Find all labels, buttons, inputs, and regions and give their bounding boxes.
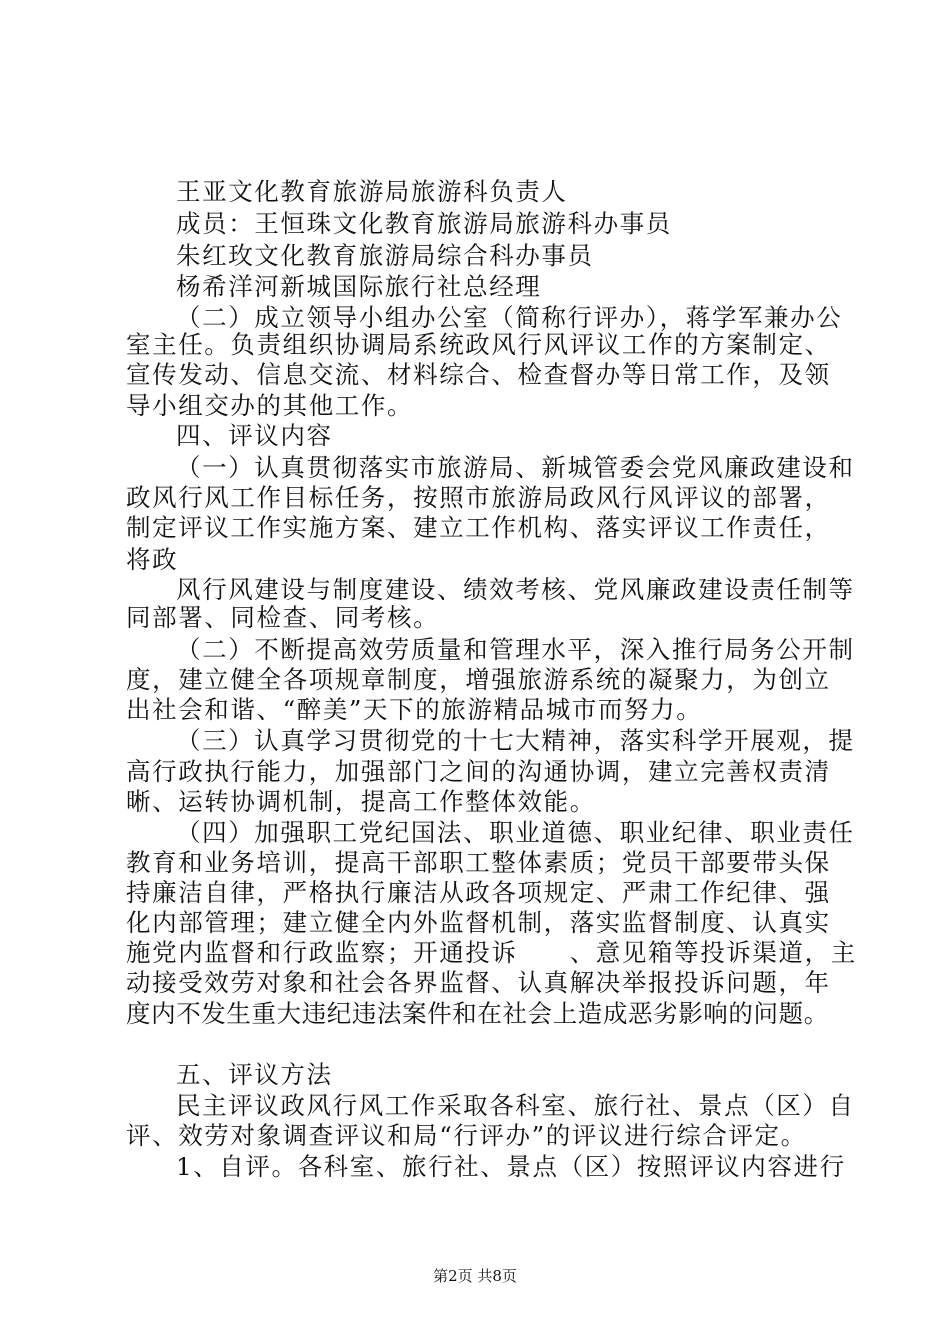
text-line: 民主评议政风行风工作采取各科室、旅行社、景点（区）自 — [176, 1091, 855, 1120]
text-line: 度，建立健全各项规章制度，增强旅游系统的凝聚力，为创立 — [126, 665, 831, 694]
text-line: 王亚文化教育旅游局旅游科负责人 — [176, 177, 568, 206]
text-line: 将政 — [126, 545, 179, 574]
text-line: 高行政执行能力，加强部门之间的沟通协调，建立完善权责清 — [126, 757, 831, 786]
section-heading: 五、评议方法 — [176, 1060, 333, 1089]
text-line: （一）认真贯彻落实市旅游局、新城管委会党风廉政建设和 — [176, 453, 855, 482]
text-line: 朱红玫文化教育旅游局综合科办事员 — [176, 241, 594, 270]
section-heading: 四、评议内容 — [176, 421, 333, 450]
text-line: 教育和业务培训，提高干部职工整体素质；党员干部要带头保 — [126, 848, 831, 877]
text-line: （四）加强职工党纪国法、职业道德、职业纪律、职业责任 — [176, 818, 855, 847]
text-line: （二）不断提高效劳质量和管理水平，深入推行局务公开制 — [176, 635, 855, 664]
text-line: （三）认真学习贯彻党的十七大精神，落实科学开展观，提 — [176, 726, 855, 755]
text-line: 导小组交办的其他工作。 — [126, 391, 414, 420]
text-line: 施党内监督和行政监察；开通投诉 、意见箱等投诉渠道，主 — [126, 938, 857, 967]
text-line: （二）成立领导小组办公室（简称行评办），蒋学军兼办公 — [176, 303, 843, 332]
text-line: 风行风建设与制度建设、绩效考核、党风廉政建设责任制等 — [176, 575, 855, 604]
text-line: 持廉洁自律，严格执行廉洁从政各项规定、严肃工作纪律、强 — [126, 878, 831, 907]
text-line: 室主任。负责组织协调局系统政风行风评议工作的方案制定、 — [126, 330, 831, 359]
text-line: 同部署、同检查、同考核。 — [126, 603, 440, 632]
text-line: 成员：王恒珠文化教育旅游局旅游科办事员 — [176, 209, 672, 238]
text-line: 晰、运转协调机制，提高工作整体效能。 — [126, 787, 596, 816]
text-line: 度内不发生重大违纪违法案件和在社会上造成恶劣影响的问题。 — [126, 999, 829, 1028]
text-line: 化内部管理；建立健全内外监督机制，落实监督制度、认真实 — [126, 908, 831, 937]
text-line: 政风行风工作目标任务，按照市旅游局政风行风评议的部署， — [126, 483, 831, 512]
text-line: 宣传发动、信息交流、材料综合、检查督办等日常工作，及领 — [126, 360, 831, 389]
text-line: 杨希洋河新城国际旅行社总经理 — [176, 272, 542, 301]
text-line: 1、自评。各科室、旅行社、景点（区）按照评议内容进行 — [176, 1152, 846, 1181]
text-line: 制定评议工作实施方案、建立工作机构、落实评议工作责任， — [126, 513, 831, 542]
text-line: 评、效劳对象调查评议和局“行评办”的评议进行综合评定。 — [126, 1121, 807, 1150]
text-line: 出社会和谐、“醉美”天下的旅游精品城市而努力。 — [126, 695, 703, 724]
page-number-footer: 第2页 共8页 — [433, 1267, 517, 1285]
text-line: 动接受效劳对象和社会各界监督、认真解决举报投诉问题，年 — [126, 968, 831, 997]
